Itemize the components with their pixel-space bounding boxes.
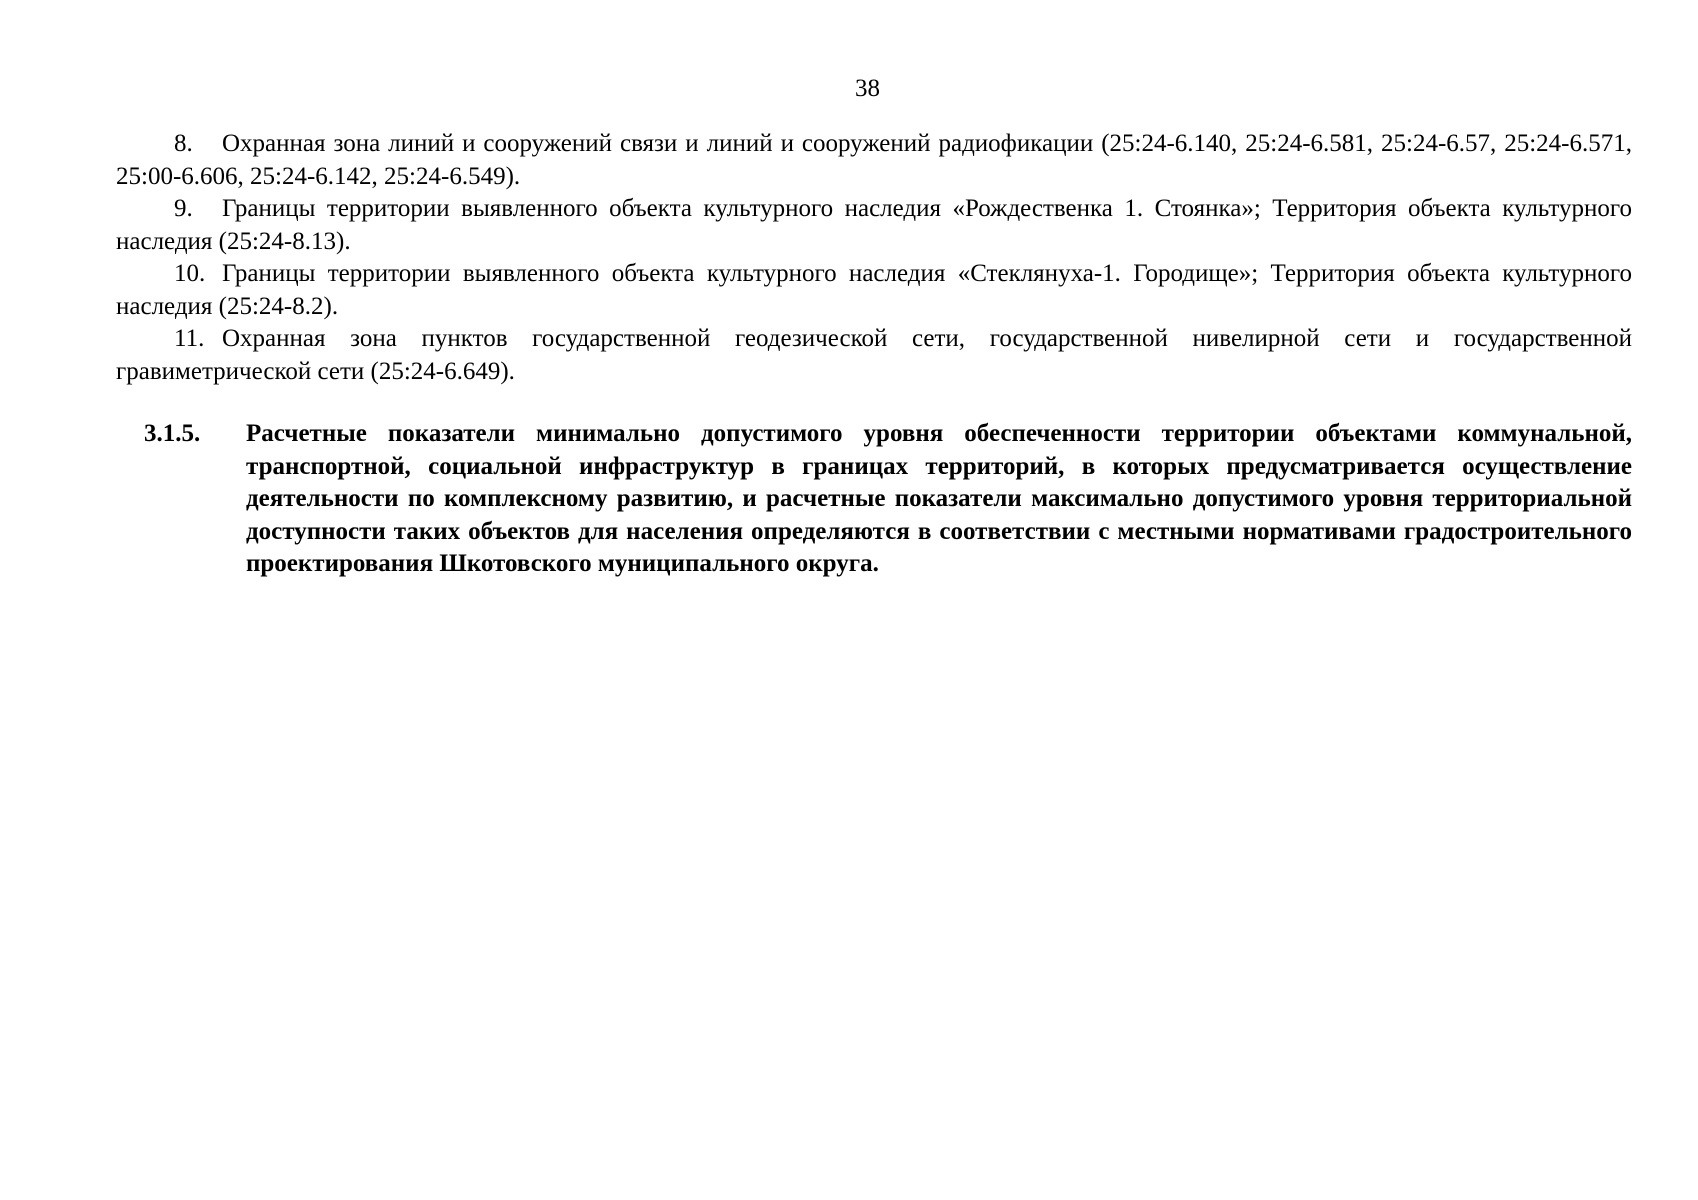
list-item xyxy=(116,323,1632,388)
list-item xyxy=(116,193,1632,258)
page-number: 38 xyxy=(855,75,880,102)
list-item-text: Охранная зона линий и сооружений связи и линий и сооружений радиофикации (25:24-6.140, 25:24-6.581, 25:24-6.57, 25:24-6.571, 25:00-6.606, 25:24-6.142, 25:24-6.549). xyxy=(116,130,1632,190)
section-title: Расчетные показатели минимально допустимого уровня обеспеченности территории объектами коммунальной, транспортной, социальной инфраструктур в границах территорий, в которых предусматривается осуществление деятельности по комплексному развитию, и расчетные показатели максимально допустимого уровня территориальной доступности таких объектов для населения определяются в соответствии с местными нормативами градостроительного проектирования Шкотовского муниципального округа. xyxy=(246,420,1632,577)
list-item-text: Границы территории выявленного объекта культурного наследия «Рождественка 1. Стоянка»; Территория объекта культурного наследия (25:24-8.13). xyxy=(116,195,1632,255)
list-item-number: 11. xyxy=(174,325,205,352)
list-item xyxy=(116,128,1632,193)
list-item-number: 10. xyxy=(174,260,206,287)
list-item-number: 9. xyxy=(174,195,193,222)
section-heading xyxy=(116,418,1632,581)
restriction-list xyxy=(116,128,1632,388)
list-item-text: Охранная зона пунктов государственной геодезической сети, государственной нивелирной сети и государственной гравиметрической сети (25:24-6.649). xyxy=(116,325,1632,385)
list-item xyxy=(116,258,1632,323)
list-item-text: Границы территории выявленного объекта культурного наследия «Стеклянуха-1. Городище»; Территория объекта культурного наследия (25:24-8.2). xyxy=(116,260,1632,320)
list-item-number: 8. xyxy=(174,130,193,157)
section-number: 3.1.5. xyxy=(144,420,201,447)
